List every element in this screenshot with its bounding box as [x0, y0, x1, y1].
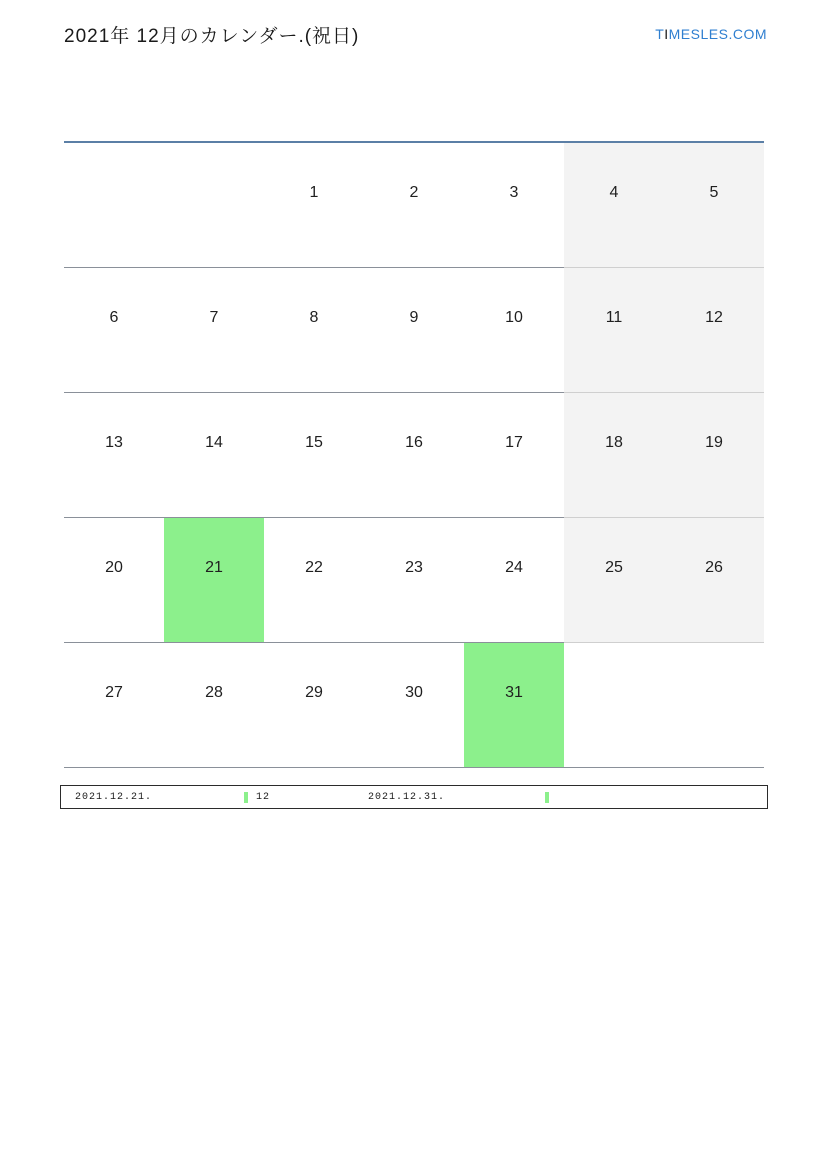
day-number: 8 [309, 309, 319, 326]
calendar-cell[interactable] [64, 643, 164, 768]
day-number: 23 [405, 559, 423, 576]
calendar-cell[interactable] [664, 143, 764, 268]
calendar-cell[interactable] [564, 268, 664, 393]
calendar-grid [64, 141, 764, 768]
day-number: 7 [209, 309, 219, 326]
day-number: 5 [709, 184, 719, 201]
brand-suffix: MESLES.COM [668, 26, 767, 42]
calendar-week [64, 518, 764, 643]
day-number: 28 [205, 684, 223, 701]
calendar-cell[interactable] [464, 143, 564, 268]
day-number: 24 [505, 559, 523, 576]
calendar-cell[interactable] [364, 518, 464, 643]
day-number: 30 [405, 684, 423, 701]
calendar-cell[interactable] [364, 643, 464, 768]
legend-swatch-icon [244, 792, 248, 803]
calendar-cell[interactable] [64, 393, 164, 518]
day-number: 10 [505, 309, 523, 326]
calendar-cell[interactable] [664, 518, 764, 643]
day-number: 20 [105, 559, 123, 576]
day-number: 22 [305, 559, 323, 576]
calendar-week [64, 143, 764, 268]
day-number: 9 [409, 309, 419, 326]
calendar-cell[interactable] [464, 518, 564, 643]
day-number: 6 [109, 309, 119, 326]
legend-count-label: 12 [256, 791, 271, 803]
calendar-cell [664, 643, 764, 768]
site-brand[interactable] [655, 26, 767, 42]
day-number: 12 [705, 309, 723, 326]
day-number: 4 [609, 184, 619, 201]
calendar-cell[interactable] [664, 393, 764, 518]
page-title: 2021年 12月のカレンダー.(祝日) [64, 25, 360, 47]
calendar-cell-highlighted[interactable] [464, 643, 564, 768]
calendar-cell[interactable] [564, 518, 664, 643]
calendar-cell[interactable] [64, 518, 164, 643]
calendar-cell[interactable] [164, 268, 264, 393]
legend-trailing [545, 792, 557, 803]
calendar-cell [64, 143, 164, 268]
calendar-cell[interactable] [364, 143, 464, 268]
day-number: 2 [409, 184, 419, 201]
day-number: 11 [605, 309, 623, 326]
calendar-cell[interactable] [264, 143, 364, 268]
day-number: 27 [105, 684, 123, 701]
day-number: 19 [705, 434, 723, 451]
legend-bar [60, 785, 768, 809]
calendar-cell[interactable] [64, 268, 164, 393]
calendar-cell[interactable] [664, 268, 764, 393]
day-number: 14 [205, 434, 223, 451]
day-number: 1 [309, 184, 319, 201]
day-number: 18 [605, 434, 623, 451]
day-number: 3 [509, 184, 519, 201]
calendar-cell[interactable] [264, 518, 364, 643]
calendar-cell [164, 143, 264, 268]
calendar-cell[interactable] [364, 268, 464, 393]
calendar-cell[interactable] [564, 393, 664, 518]
calendar-cell[interactable] [264, 643, 364, 768]
legend-count [244, 792, 270, 803]
brand-mark: I [664, 26, 669, 42]
day-number: 31 [505, 684, 523, 701]
brand-prefix: T [655, 26, 665, 42]
calendar-cell[interactable] [164, 393, 264, 518]
day-number: 13 [105, 434, 123, 451]
day-number: 17 [505, 434, 523, 451]
calendar-cell[interactable] [564, 143, 664, 268]
calendar-week [64, 393, 764, 518]
calendar-cell[interactable] [264, 268, 364, 393]
calendar-week [64, 268, 764, 393]
calendar-cell[interactable] [164, 643, 264, 768]
day-number: 25 [605, 559, 623, 576]
day-number: 29 [305, 684, 323, 701]
legend-start-date: 2021.12.21. [75, 791, 153, 803]
day-number: 21 [205, 559, 223, 576]
calendar-cell[interactable] [464, 393, 564, 518]
day-number: 15 [305, 434, 323, 451]
calendar-cell [564, 643, 664, 768]
calendar-cell[interactable] [464, 268, 564, 393]
page-header [64, 18, 767, 50]
calendar-cell[interactable] [264, 393, 364, 518]
calendar-cell-highlighted[interactable] [164, 518, 264, 643]
day-number: 16 [405, 434, 423, 451]
day-number: 26 [705, 559, 723, 576]
legend-end-date: 2021.12.31. [368, 791, 446, 803]
legend-swatch-icon [545, 792, 549, 803]
calendar-cell[interactable] [364, 393, 464, 518]
calendar-week [64, 643, 764, 768]
